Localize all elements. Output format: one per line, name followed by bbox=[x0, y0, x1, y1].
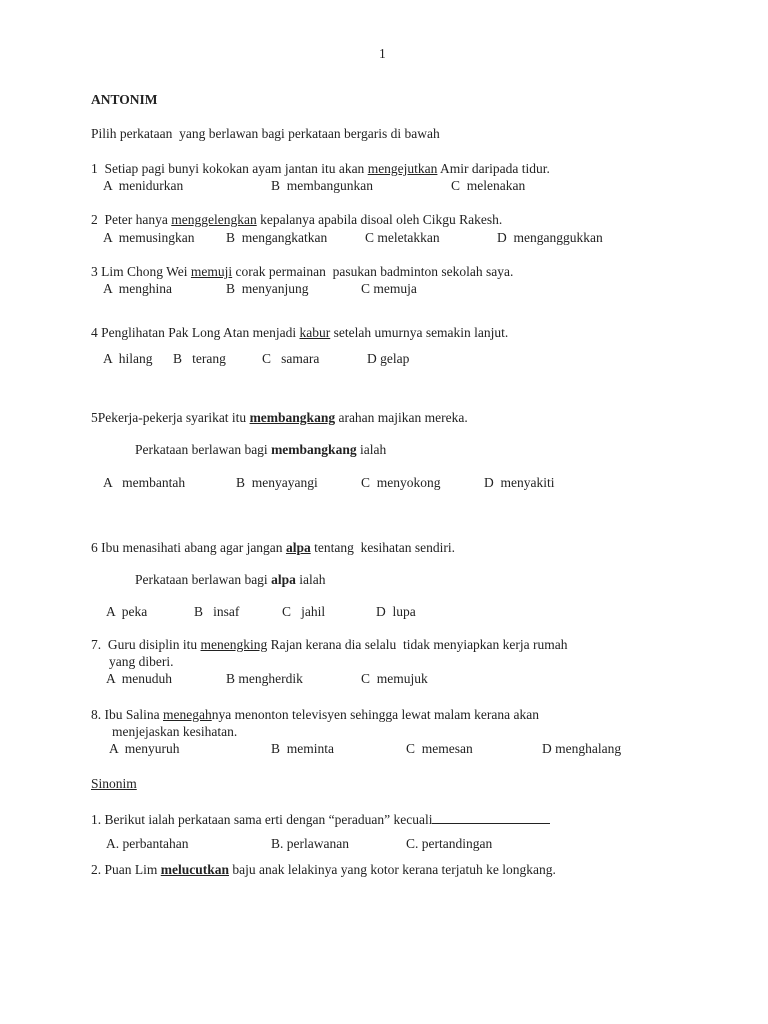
section-title-antonim: ANTONIM bbox=[91, 92, 158, 107]
question-5-prompt: Perkataan berlawan bagi membangkang ialah bbox=[135, 442, 387, 457]
underlined-word: membangkang bbox=[249, 410, 336, 425]
underlined-word: menggelengkan bbox=[171, 212, 257, 227]
question-4-stem: 4 Penglihatan Pak Long Atan menjadi kabur setelah umurnya semakin lanjut. bbox=[91, 325, 509, 340]
q2-option-b[interactable]: B mengangkatkan bbox=[226, 230, 328, 245]
q4-option-b[interactable]: B terang bbox=[173, 351, 226, 366]
q1-option-a[interactable]: A menidurkan bbox=[103, 178, 184, 193]
q4-option-c[interactable]: C samara bbox=[262, 351, 320, 366]
instruction-text: Pilih perkataan yang berlawan bagi perkataan bergaris di bawah bbox=[91, 126, 440, 141]
q5-option-b[interactable]: B menyayangi bbox=[236, 475, 318, 490]
q4-option-d[interactable]: D gelap bbox=[367, 351, 410, 366]
q4-option-a[interactable]: A hilang bbox=[103, 351, 153, 366]
q6-option-a[interactable]: A peka bbox=[106, 604, 148, 619]
q8-option-b[interactable]: B meminta bbox=[271, 741, 334, 756]
question-6-stem: 6 Ibu menasihati abang agar jangan alpa tentang kesihatan sendiri. bbox=[91, 540, 456, 555]
underlined-word: memuji bbox=[190, 264, 233, 279]
page-number: 1 bbox=[379, 46, 386, 61]
q2-option-d[interactable]: D menganggukkan bbox=[497, 230, 603, 245]
q6-option-d[interactable]: D lupa bbox=[376, 604, 416, 619]
s1-option-c[interactable]: C. pertandingan bbox=[406, 836, 493, 851]
q7-option-c[interactable]: C memujuk bbox=[361, 671, 428, 686]
q1-option-b[interactable]: B membangunkan bbox=[271, 178, 373, 193]
question-1-stem: 1 Setiap pagi bunyi kokokan ayam jantan itu akan mengejutkan Amir daripada tidur. bbox=[91, 161, 550, 176]
question-5-stem: 5Pekerja-pekerja syarikat itu membangkang arahan majikan mereka. bbox=[91, 410, 468, 425]
underlined-word: alpa bbox=[285, 540, 311, 555]
underlined-word: menengking bbox=[200, 637, 268, 652]
q2-option-a[interactable]: A memusingkan bbox=[103, 230, 195, 245]
underlined-word: melucutkan bbox=[160, 862, 230, 877]
sinonim-question-2-stem: 2. Puan Lim melucutkan baju anak lelakinya yang kotor kerana terjatuh ke longkang. bbox=[91, 862, 556, 877]
q2-option-c[interactable]: C meletakkan bbox=[365, 230, 440, 245]
question-6-prompt: Perkataan berlawan bagi alpa ialah bbox=[135, 572, 326, 587]
underlined-word: menegah bbox=[163, 707, 212, 722]
question-8-stem: 8. Ibu Salina menegahnya menonton televisyen sehingga lewat malam kerana akan bbox=[91, 707, 539, 722]
q5-option-d[interactable]: D menyakiti bbox=[484, 475, 555, 490]
q8-option-a[interactable]: A menyuruh bbox=[109, 741, 180, 756]
q8-option-c[interactable]: C memesan bbox=[406, 741, 473, 756]
question-8-continuation: menjejaskan kesihatan. bbox=[112, 724, 238, 739]
question-2-stem: 2 Peter hanya menggelengkan kepalanya apabila disoal oleh Cikgu Rakesh. bbox=[91, 212, 503, 227]
q6-option-b[interactable]: B insaf bbox=[194, 604, 240, 619]
s1-option-a[interactable]: A. perbantahan bbox=[106, 836, 189, 851]
question-3-stem: 3 Lim Chong Wei memuji corak permainan pasukan badminton sekolah saya. bbox=[91, 264, 514, 279]
answer-blank[interactable] bbox=[432, 810, 550, 824]
underlined-word: kabur bbox=[299, 325, 331, 340]
q3-option-c[interactable]: C memuja bbox=[361, 281, 417, 296]
q3-option-a[interactable]: A menghina bbox=[103, 281, 172, 296]
q5-option-a[interactable]: A membantah bbox=[103, 475, 186, 490]
q8-option-d[interactable]: D menghalang bbox=[542, 741, 622, 756]
q7-option-a[interactable]: A menuduh bbox=[106, 671, 172, 686]
section-title-sinonim: Sinonim bbox=[91, 776, 137, 791]
underlined-word: mengejutkan bbox=[367, 161, 438, 176]
q6-option-c[interactable]: C jahil bbox=[282, 604, 326, 619]
q5-option-c[interactable]: C menyokong bbox=[361, 475, 441, 490]
q1-option-c[interactable]: C melenakan bbox=[451, 178, 526, 193]
q7-option-b[interactable]: B mengherdik bbox=[226, 671, 303, 686]
s1-option-b[interactable]: B. perlawanan bbox=[271, 836, 349, 851]
question-7-continuation: yang diberi. bbox=[109, 654, 174, 669]
sinonim-question-1-stem: 1. Berikut ialah perkataan sama erti dengan “peraduan” kecuali bbox=[91, 810, 550, 828]
q3-option-b[interactable]: B menyanjung bbox=[226, 281, 309, 296]
question-7-stem: 7. Guru disiplin itu menengking Rajan kerana dia selalu tidak menyiapkan kerja rumah bbox=[91, 637, 568, 652]
